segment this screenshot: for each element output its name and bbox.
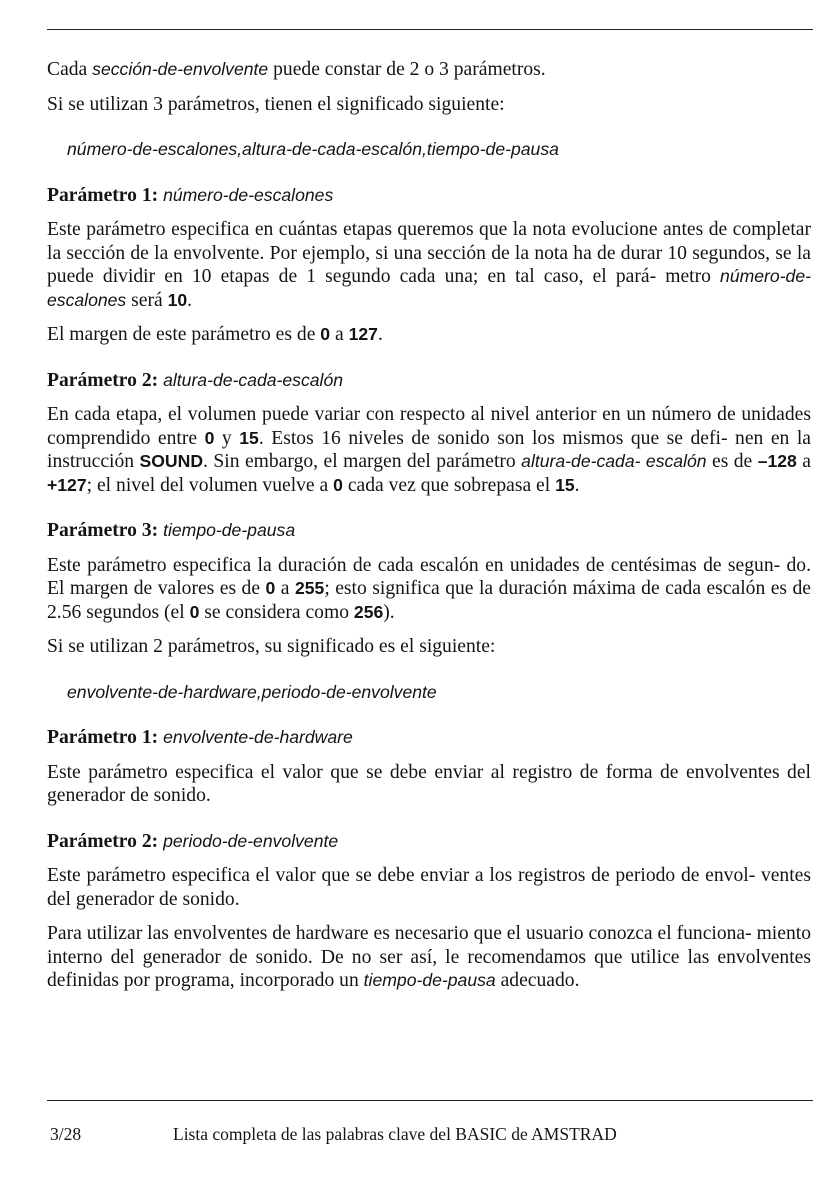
param1-heading: Parámetro 1: número-de-escalones bbox=[47, 184, 334, 206]
param1-range: El margen de este parámetro es de 0 a 127. bbox=[47, 324, 383, 345]
page-number: 3/28 bbox=[50, 1124, 82, 1144]
param3-heading: Parámetro 3: tiempo-de-pausa bbox=[47, 520, 296, 541]
syntax-two-params: envolvente-de-hardware,periodo-de-envolvente bbox=[67, 681, 437, 702]
param1-body: Este parámetro especifica en cuántas etapas queremos que la nota evolucione antes de completar la sección de la envolvente. Por ejemplo, si una sección de la nota ha de durar 10 segundos, se la puede dividir en 10 etapas de 1 segundo cada una; en tal caso, el pará- metro número-de-escalones será 10. bbox=[47, 219, 811, 311]
param2-hw-body: Este parámetro especifica el valor que se debe enviar a los registros de periodo de envol- ventes del generador de sonido. bbox=[47, 865, 811, 910]
three-params-intro: Si se utilizan 3 parámetros, tienen el significado siguiente: bbox=[47, 93, 505, 115]
top-rule bbox=[47, 29, 813, 30]
param3-body: Este parámetro especifica la duración de cada escalón en unidades de centésimas de segun- do. El margen de valores es de 0 a 255; esto significa que la duración máxima de cada escalón es de 2.56 segundos (el 0 se considera como 256). bbox=[47, 554, 811, 623]
intro-paragraph: Cada sección-de-envolvente puede constar de 2 o 3 parámetros. bbox=[47, 59, 546, 80]
closing-paragraph: Para utilizar las envolventes de hardware es necesario que el usuario conozca el funciona- miento interno del generador de sonido. De no ser así, le recomendamos que utilice las envolventes definidas por programa, incorporado un tiempo-de-pausa adecuado. bbox=[47, 923, 811, 991]
param2-heading: Parámetro 2: altura-de-cada-escalón bbox=[47, 369, 344, 391]
syntax-three-params: número-de-escalones,altura-de-cada-escalón,tiempo-de-pausa bbox=[67, 139, 559, 159]
term-seccion-de-envolvente: sección-de-envolvente bbox=[92, 59, 269, 79]
two-params-intro: Si se utilizan 2 parámetros, su significado es el siguiente: bbox=[47, 636, 496, 657]
param2-body: En cada etapa, el volumen puede variar con respecto al nivel anterior en un número de unidades comprendido entre 0 y 15. Estos 16 niveles de sonido son los mismos que se defi- nen en la instrucción SOUND. Sin embargo, el margen del parámetro altura-de-cada- escalón es de –128 a +127; el nivel del volumen vuelve a 0 cada vez que sobrepasa el 15. bbox=[47, 404, 812, 496]
footer-title: Lista completa de las palabras clave del BASIC de AMSTRAD bbox=[173, 1124, 617, 1144]
bottom-rule bbox=[47, 1100, 813, 1101]
keyword-sound: SOUND bbox=[139, 451, 204, 471]
param1-hw-heading: Parámetro 1: envolvente-de-hardware bbox=[47, 727, 353, 748]
page-content bbox=[47, 58, 811, 993]
param2-hw-heading: Parámetro 2: periodo-de-envolvente bbox=[47, 830, 339, 852]
param1-hw-body: Este parámetro especifica el valor que se debe enviar al registro de forma de envolventes del generador de sonido. bbox=[47, 761, 811, 806]
